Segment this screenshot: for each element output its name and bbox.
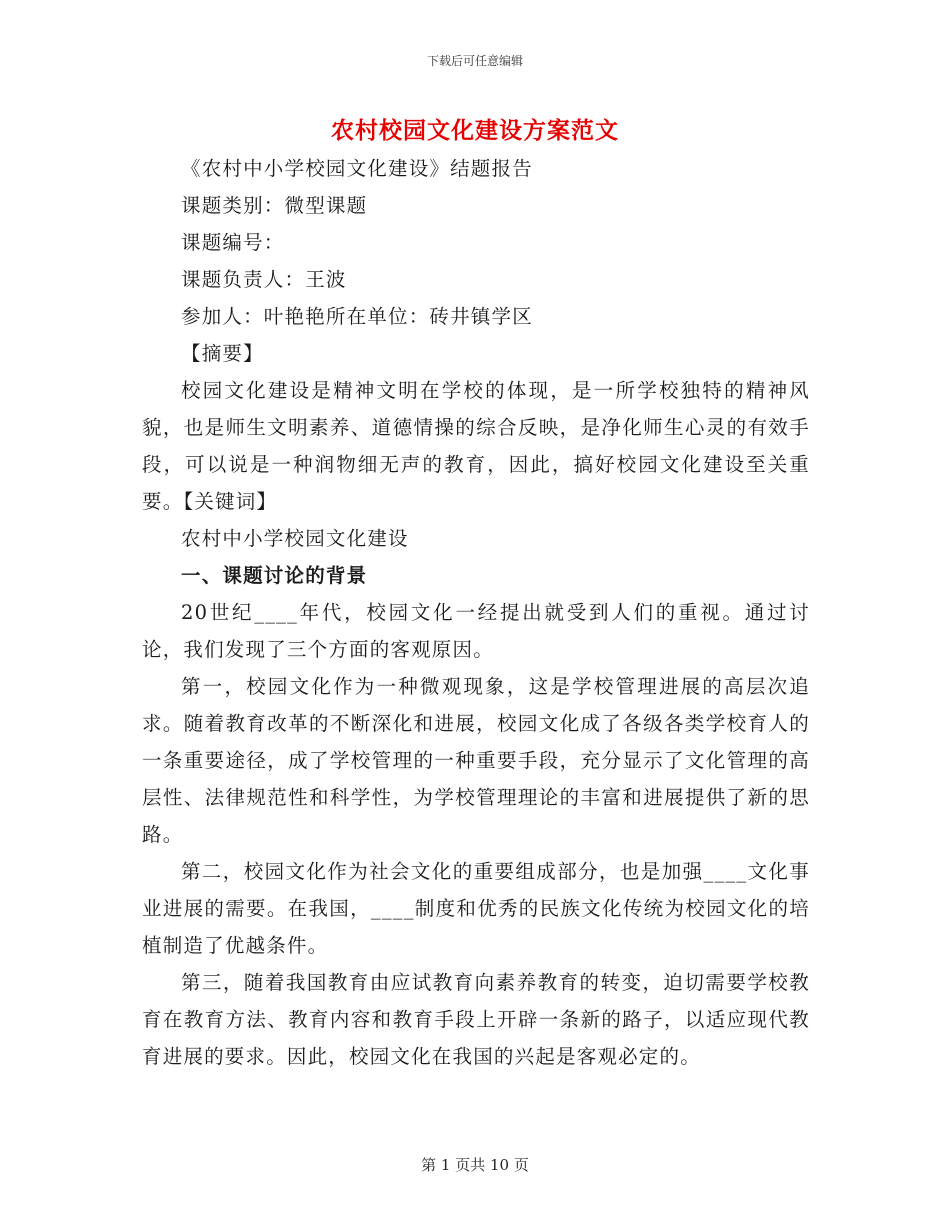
topic-leader: 课题负责人：王波 (181, 268, 347, 291)
keywords: 农村中小学校园文化建设 (181, 527, 409, 550)
page-footer: 第 1 页共 10 页 (421, 1156, 529, 1174)
abstract-text: 校园文化建设是精神文明在学校的体现，是一所学校独特的精神风貌，也是师生文明素养、道德情操的综合反映，是净化师生心灵的有效手段，可以说是一种润物细无声的教育，因此，搞好校园文化建设至关重要。【关键词】 (142, 379, 810, 513)
header-note: 下载后可任意编辑 (426, 54, 523, 68)
topic-number: 课题编号： (181, 231, 285, 254)
paragraph: 第一，校园文化作为一种微观现象，这是学校管理进展的高层次追求。随着教育改革的不断深化和进展，校园文化成了各级各类学校育人的一条重要途径，成了学校管理的一种重要手段，充分显示了文化管理的高层性、法律规范性和科学性，为学校管理理论的丰富和进展提供了新的思路。 (142, 675, 810, 846)
report-title: 《农村中小学校园文化建设》结题报告 (181, 157, 533, 180)
section-heading: 一、课题讨论的背景 (181, 564, 368, 587)
document-body (142, 150, 810, 1075)
paragraph: 20世纪____年代，校园文化一经提出就受到人们的重视。通过讨论，我们发现了三个方面的客观原因。 (142, 601, 810, 661)
abstract-label: 【摘要】 (181, 342, 264, 365)
paragraph: 第二，校园文化作为社会文化的重要组成部分，也是加强____文化事业进展的需要。在我国，____制度和优秀的民族文化传统为校园文化的培植制造了优越条件。 (142, 860, 810, 957)
paragraph: 第三，随着我国教育由应试教育向素养教育的转变，迫切需要学校教育在教育方法、教育内容和教育手段上开辟一条新的路子，以适应现代教育进展的要求。因此，校园文化在我国的兴起是客观必定的。 (142, 971, 810, 1068)
participants: 参加人：叶艳艳所在单位：砖井镇学区 (181, 305, 533, 328)
document-title: 农村校园文化建设方案范文 (331, 117, 619, 144)
topic-category: 课题类别：微型课题 (181, 194, 368, 217)
